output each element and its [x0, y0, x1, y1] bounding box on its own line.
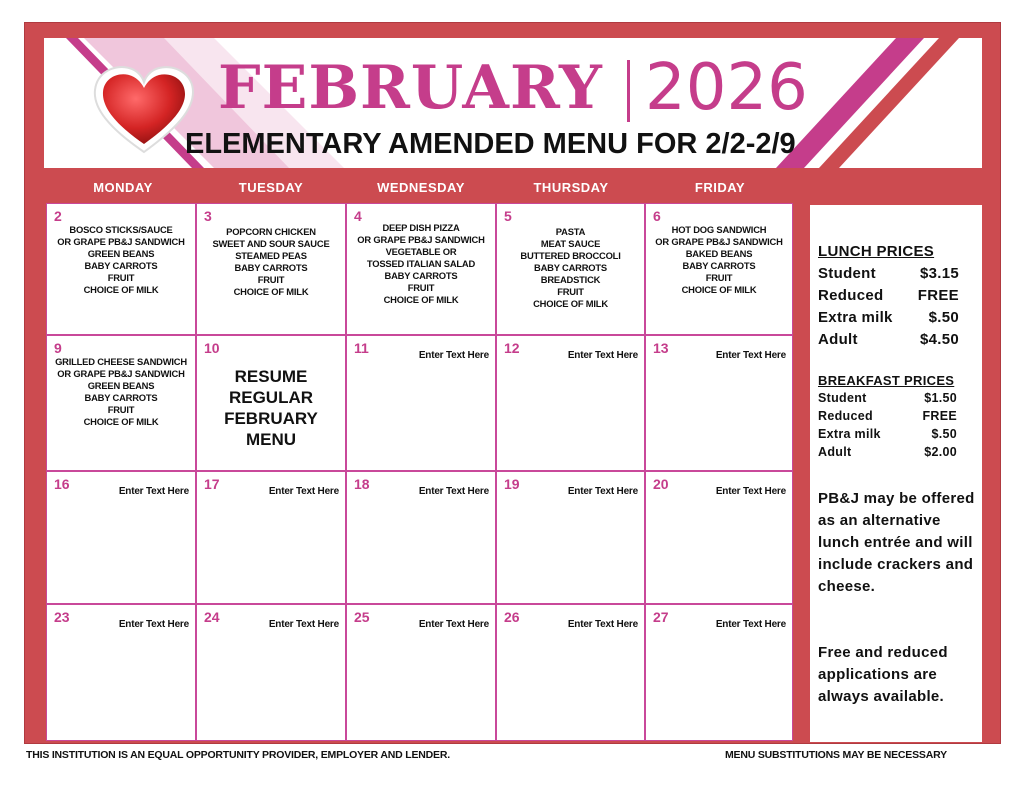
day-cell-26 [496, 604, 645, 741]
day-cell-9 [46, 335, 196, 471]
day-number: 13 [653, 340, 669, 356]
day-header-wednesday: WEDNESDAY [377, 180, 465, 195]
resume-menu-note: RESUME REGULAR FEBRUARY MENU [224, 367, 318, 449]
day-number: 17 [204, 476, 220, 492]
enter-text-placeholder: Enter Text Here [268, 486, 339, 497]
enter-text-placeholder: Enter Text Here [118, 619, 189, 630]
day-number: 4 [354, 208, 362, 224]
day-header-thursday: THURSDAY [533, 180, 609, 195]
enter-text-placeholder: Enter Text Here [567, 619, 638, 630]
day-number: 19 [504, 476, 520, 492]
day-number: 5 [504, 208, 512, 224]
day-number: 9 [54, 340, 62, 356]
enter-text-placeholder: Enter Text Here [268, 619, 339, 630]
breakfast-price-row [818, 409, 957, 423]
breakfast-price-label: Student [818, 391, 867, 405]
enter-text-placeholder: Enter Text Here [118, 486, 189, 497]
day-cell-20 [645, 471, 793, 604]
lunch-price-label: Adult [818, 331, 858, 348]
lunch-price-value: $.50 [928, 309, 959, 326]
day-menu: HOT DOG SANDWICH OR GRAPE PB&J SANDWICH BAKED BEANS BABY CARROTS FRUIT CHOICE OF MILK [655, 224, 783, 295]
breakfast-price-label: Adult [818, 445, 852, 459]
lunch-price-label: Reduced [818, 287, 884, 304]
enter-text-placeholder: Enter Text Here [567, 486, 638, 497]
day-header-tuesday: TUESDAY [238, 180, 304, 195]
breakfast-price-label: Reduced [818, 409, 873, 423]
day-cell-11 [346, 335, 496, 471]
day-cell-18 [346, 471, 496, 604]
applications-note: Free and reduced applications are always available. [818, 644, 948, 705]
breakfast-price-value: $.50 [931, 427, 957, 441]
day-number: 10 [204, 340, 220, 356]
lunch-price-label: Student [818, 265, 876, 282]
lunch-price-row [818, 309, 959, 326]
calendar-grid [46, 203, 793, 741]
day-cell-3 [196, 203, 346, 335]
day-number: 26 [504, 609, 520, 625]
breakfast-price-row [818, 445, 957, 459]
day-menu: GRILLED CHEESE SANDWICH OR GRAPE PB&J SANDWICH GREEN BEANS BABY CARROTS FRUIT CHOICE OF MILK [55, 356, 187, 427]
day-cell-24 [196, 604, 346, 741]
breakfast-price-value: $1.50 [924, 391, 957, 405]
day-cell-17 [196, 471, 346, 604]
day-number: 3 [204, 208, 212, 224]
lunch-price-value: $4.50 [919, 331, 959, 348]
footer-substitutions: MENU SUBSTITUTIONS MAY BE NECESSARY [725, 749, 947, 761]
enter-text-placeholder: Enter Text Here [418, 619, 489, 630]
day-number: 6 [653, 208, 661, 224]
day-cell-25 [346, 604, 496, 741]
day-number: 24 [204, 609, 220, 625]
day-cell-6 [645, 203, 793, 335]
day-cell-23 [46, 604, 196, 741]
enter-text-placeholder: Enter Text Here [715, 350, 786, 361]
enter-text-placeholder: Enter Text Here [715, 619, 786, 630]
title-year: 2026 [645, 51, 808, 125]
day-menu: PASTA MEAT SAUCE BUTTERED BROCCOLI BABY CARROTS BREADSTICK FRUIT CHOICE OF MILK [520, 226, 621, 309]
lunch-price-row [818, 331, 959, 348]
day-number: 2 [54, 208, 62, 224]
day-cell-19 [496, 471, 645, 604]
breakfast-price-value: $2.00 [924, 445, 957, 459]
breakfast-price-label: Extra milk [818, 427, 881, 441]
footer-equal-opportunity: THIS INSTITUTION IS AN EQUAL OPPORTUNITY PROVIDER, EMPLOYER AND LENDER. [26, 749, 450, 761]
enter-text-placeholder: Enter Text Here [715, 486, 786, 497]
day-cell-2 [46, 203, 196, 335]
lunch-price-row [818, 265, 959, 282]
lunch-price-row [818, 287, 959, 304]
enter-text-placeholder: Enter Text Here [418, 486, 489, 497]
day-header-monday: MONDAY [93, 180, 153, 195]
heart-icon [89, 60, 199, 160]
title-month: FEBRUARY [218, 53, 603, 123]
breakfast-price-value: FREE [922, 409, 957, 423]
day-number: 23 [54, 609, 70, 625]
price-sidebar [810, 205, 982, 742]
day-cell-13 [645, 335, 793, 471]
day-menu: POPCORN CHICKEN SWEET AND SOUR SAUCE STEAMED PEAS BABY CARROTS FRUIT CHOICE OF MILK [212, 226, 330, 297]
day-cell-16 [46, 471, 196, 604]
day-cell-10 [196, 335, 346, 471]
day-number: 16 [54, 476, 70, 492]
pbj-note: PB&J may be offered as an alternative lunch entrée and will include crackers and cheese. [818, 490, 975, 595]
day-number: 20 [653, 476, 669, 492]
enter-text-placeholder: Enter Text Here [567, 350, 638, 361]
lunch-price-value: FREE [917, 287, 959, 304]
day-number: 25 [354, 609, 370, 625]
breakfast-price-row [818, 427, 957, 441]
day-menu: BOSCO STICKS/SAUCE OR GRAPE PB&J SANDWICH GREEN BEANS BABY CARROTS FRUIT CHOICE OF MILK [57, 224, 185, 295]
day-cell-5 [496, 203, 645, 335]
lunch-price-label: Extra milk [818, 309, 893, 326]
day-cell-12 [496, 335, 645, 471]
breakfast-price-row [818, 391, 957, 405]
enter-text-placeholder: Enter Text Here [418, 350, 489, 361]
menu-subtitle: ELEMENTARY AMENDED MENU FOR 2/2-2/9 [185, 128, 796, 160]
day-number: 27 [653, 609, 669, 625]
day-cell-4 [346, 203, 496, 335]
day-cell-27 [645, 604, 793, 741]
lunch-prices-title: LUNCH PRICES [818, 243, 935, 260]
day-number: 18 [354, 476, 370, 492]
title-divider [627, 60, 630, 122]
day-number: 12 [504, 340, 520, 356]
lunch-price-value: $3.15 [919, 265, 959, 282]
day-header-friday: FRIDAY [694, 180, 746, 195]
day-menu: DEEP DISH PIZZA OR GRAPE PB&J SANDWICH VEGETABLE OR TOSSED ITALIAN SALAD BABY CARROTS FRUIT CHOICE OF MILK [357, 222, 485, 305]
day-number: 11 [354, 340, 369, 356]
breakfast-prices-title: BREAKFAST PRICES [818, 373, 955, 388]
